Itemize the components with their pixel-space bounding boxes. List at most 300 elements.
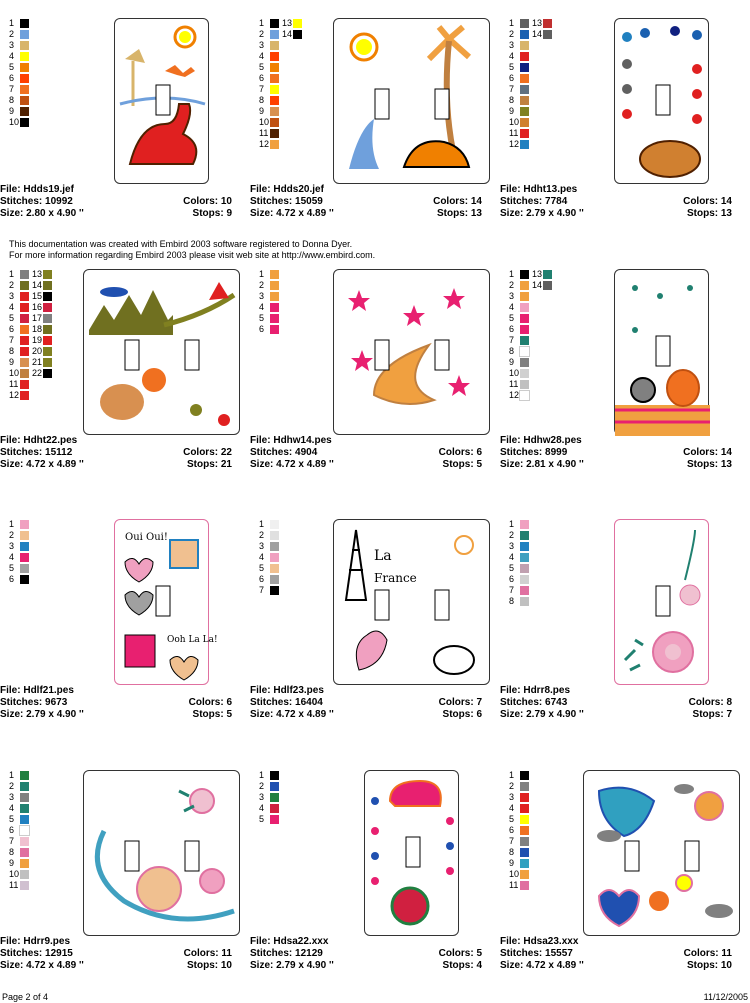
stop-count-label: Stops: [192,208,224,219]
stop-count-value: 13 [470,208,482,219]
palette-entry-number: 11 [259,128,269,138]
palette-entry [509,18,533,29]
thread-color-swatch [520,391,529,400]
thread-color-swatch [20,575,29,584]
palette-entry [282,18,306,29]
thread-color-swatch [270,793,279,802]
stitch-count-label: Stitches: [500,948,543,959]
thread-color-swatch [270,325,279,334]
thread-color-swatch [520,881,529,890]
design-info [250,435,482,471]
thread-color-swatch [20,369,29,378]
palette-entry-number: 1 [509,519,515,529]
thread-color-swatch [520,542,529,551]
palette-entry [9,29,33,40]
palette-entry-number: 7 [259,84,265,94]
palette-entry-number: 14 [32,280,43,290]
design-preview-single-switch [114,519,218,685]
stitch-count-label: Stitches: [0,697,43,708]
stitch-count-value: 9673 [45,697,68,708]
palette-entry [9,335,33,346]
palette-entry-number: 3 [509,40,515,50]
file-name-label: File: [250,435,271,446]
stitch-count-label: Stitches: [500,196,543,207]
design-preview-double-switch [333,269,490,435]
stop-count-stat [187,459,232,471]
info-row [250,459,482,471]
palette-column [509,770,533,891]
stitch-count-label: Stitches: [500,447,543,458]
palette-entry [9,379,33,390]
file-name-value: Hdrr9.pes [23,936,71,947]
palette-entry-number: 10 [509,117,520,127]
palette-entry-number: 10 [509,869,520,879]
palette-entry [32,324,56,335]
thread-color-swatch [43,336,52,345]
color-count-label: Colors: [183,447,219,458]
design-size-value: 2.79 x 4.90 '' [276,960,334,971]
design-info [0,685,232,721]
thread-color-swatch [20,270,29,279]
palette-entry [532,29,556,40]
color-count-stat [184,948,232,960]
palette-column [532,269,556,291]
palette-entry [509,357,533,368]
palette-entry [259,18,283,29]
file-name-value: Hdds19.jef [23,184,74,195]
design-info [0,435,232,471]
note-line-2: For more information regarding Embird 2003 please visit web site at http://www.embird.com. [9,250,376,260]
design-cell [0,18,240,243]
thread-color-swatch [520,870,529,879]
palette-entry-number: 11 [509,379,519,389]
palette-entry [259,29,283,40]
palette-entry-number: 5 [509,313,515,323]
file-name-label: File: [0,435,21,446]
palette-entry-number: 5 [259,62,265,72]
palette-entry-number: 5 [9,62,15,72]
file-name-label: File: [500,184,521,195]
thread-color-swatch [20,19,29,28]
color-count-value: 14 [720,196,732,207]
palette-entry [259,117,283,128]
design-size-value: 2.79 x 4.90 '' [26,709,84,720]
palette-column [259,770,283,825]
thread-color-swatch [520,848,529,857]
thread-color-swatch [43,358,52,367]
color-count-label: Colors: [683,196,719,207]
stop-count-label: Stops: [192,709,224,720]
color-count-value: 11 [721,948,732,959]
palette-entry [9,836,33,847]
file-name-label: File: [250,685,271,696]
palette-entry-number: 1 [9,519,15,529]
thread-color-swatch [520,815,529,824]
color-count-value: 10 [220,196,232,207]
palette-entry-number: 8 [259,95,265,105]
palette-entry [9,781,33,792]
thread-color-swatch [520,96,529,105]
info-row [500,208,732,220]
palette-entry-number: 3 [509,291,515,301]
thread-color-swatch [20,848,29,857]
palette-entry-number: 9 [259,106,265,116]
palette-entry [259,51,283,62]
palette-entry-number: 6 [259,73,265,83]
palette-entry-number: 7 [9,84,15,94]
palette-entry [509,106,533,117]
palette-entry [9,324,33,335]
palette-entry-number: 8 [509,95,515,105]
palette-entry-number: 3 [259,40,265,50]
thread-color-swatch [20,804,29,813]
palette-entry [9,880,33,891]
palette-entry [9,313,33,324]
thread-color-swatch [270,85,279,94]
thread-color-swatch [20,531,29,540]
palette-entry-number: 5 [259,563,265,573]
thread-color-swatch [270,63,279,72]
info-row [0,960,232,972]
thread-color-swatch [520,85,529,94]
palette-entry [509,836,533,847]
palette-entry-number: 2 [509,781,515,791]
info-row [500,948,732,960]
color-count-label: Colors: [433,196,469,207]
thread-color-swatch [520,30,529,39]
palette-entry [509,869,533,880]
design-size-label: Size: [250,960,274,971]
palette-column [32,269,56,379]
palette-entry [9,280,33,291]
palette-entry-number: 11 [9,379,19,389]
thread-color-swatch [270,30,279,39]
thread-color-swatch [270,118,279,127]
palette-entry-number: 6 [509,574,515,584]
design-info [250,184,482,220]
design-preview-double-switch [83,770,240,936]
palette-entry [259,269,283,280]
thread-color-swatch [520,325,529,334]
palette-entry-number: 12 [509,390,520,400]
design-info [500,184,732,220]
stitch-count-value: 6743 [545,697,568,708]
stitch-count-value: 12915 [45,948,73,959]
palette-entry [9,390,33,401]
stop-count-value: 9 [226,208,232,219]
palette-entry-number: 15 [32,291,43,301]
thread-color-swatch [20,96,29,105]
design-size-value: 4.72 x 4.89 '' [276,459,334,470]
thread-color-swatch [20,118,29,127]
thread-color-swatch [270,270,279,279]
file-name-value: Hdht13.pes [523,184,578,195]
thread-color-swatch [520,782,529,791]
thread-color-swatch [270,96,279,105]
design-cell [500,519,740,744]
palette-entry [509,368,533,379]
palette-entry-number: 3 [509,541,515,551]
palette-entry [9,51,33,62]
palette-column [9,519,33,585]
stitch-count-value: 16404 [295,697,323,708]
palette-entry-number: 10 [9,869,20,879]
palette-entry [282,29,306,40]
stitch-count-label: Stitches: [0,447,43,458]
design-preview-single-switch [614,18,709,184]
file-name-label: File: [500,685,521,696]
stitch-count-value: 15557 [545,948,573,959]
palette-entry-number: 20 [32,346,43,356]
palette-entry-number: 1 [9,770,15,780]
palette-column [509,18,533,150]
design-size-label: Size: [0,960,24,971]
thread-color-swatch [520,281,529,290]
palette-entry-number: 4 [9,803,15,813]
design-size-value: 4.72 x 4.89 '' [276,208,334,219]
stitch-count-value: 4904 [295,447,318,458]
thread-color-swatch [20,303,29,312]
palette-entry [9,302,33,313]
thread-color-swatch [20,325,29,334]
palette-entry-number: 5 [9,563,15,573]
palette-entry-number: 19 [32,335,43,345]
color-count-stat [439,948,482,960]
design-size-label: Size: [250,709,274,720]
thread-color-swatch [20,782,29,791]
stop-count-stat [687,960,732,972]
palette-entry-number: 6 [509,825,515,835]
stop-count-stat [193,208,232,220]
palette-entry-number: 2 [509,530,515,540]
thread-color-swatch [20,107,29,116]
palette-entry-number: 4 [9,51,15,61]
thread-color-swatch [520,314,529,323]
design-preview-single-switch [614,269,709,435]
palette-entry [259,128,283,139]
palette-entry [509,346,533,357]
thread-color-swatch [520,19,529,28]
stitch-count-value: 15059 [295,196,323,207]
info-row [0,184,232,196]
palette-entry-number: 2 [259,530,265,540]
color-count-value: 14 [720,447,732,458]
palette-entry [9,291,33,302]
page-number: Page 2 of 4 [2,992,49,1002]
stitch-count-label: Stitches: [250,196,293,207]
palette-entry-number: 14 [532,280,543,290]
palette-entry-number: 3 [259,291,265,301]
thread-color-swatch [520,804,529,813]
palette-column [9,18,33,128]
palette-entry [509,390,533,401]
palette-entry-number: 5 [259,814,265,824]
info-row [0,685,232,697]
info-row [500,709,732,721]
palette-entry [259,770,283,781]
palette-entry [9,117,33,128]
stitch-count-value: 12129 [295,948,323,959]
palette-entry-number: 13 [282,18,293,28]
palette-entry-number: 6 [259,324,265,334]
palette-entry-number: 6 [9,825,15,835]
palette-entry [509,379,533,390]
palette-entry-number: 5 [509,62,515,72]
file-name-label: File: [500,435,521,446]
palette-entry [259,574,283,585]
design-cell [500,18,740,243]
palette-entry [9,792,33,803]
palette-entry [9,770,33,781]
palette-entry [259,585,283,596]
palette-entry-number: 8 [509,346,515,356]
color-count-stat [439,697,482,709]
thread-color-swatch [520,336,529,345]
palette-entry [509,541,533,552]
info-row [0,208,232,220]
design-preview-double-switch [333,18,490,184]
palette-entry [509,84,533,95]
file-name-label: File: [0,685,21,696]
thread-color-swatch [43,270,52,279]
info-row [250,685,482,697]
thread-color-swatch [520,564,529,573]
svg-text:La: La [374,548,392,564]
palette-entry [9,858,33,869]
palette-entry [259,541,283,552]
color-count-value: 11 [221,948,232,959]
design-size-label: Size: [250,459,274,470]
palette-entry-number: 5 [9,814,15,824]
design-size-label: Size: [500,208,524,219]
thread-color-swatch [270,553,279,562]
info-row [250,435,482,447]
thread-color-swatch [293,30,302,39]
color-count-value: 7 [476,697,482,708]
thread-color-swatch [520,520,529,529]
thread-color-swatch [270,41,279,50]
print-date: 11/12/2005 [703,992,748,1002]
palette-entry-number: 18 [32,324,43,334]
file-name-value: Hdlf23.pes [273,685,324,696]
design-cell [0,269,240,494]
palette-entry-number: 11 [9,880,19,890]
palette-entry [509,139,533,150]
color-count-label: Colors: [438,697,474,708]
thread-color-swatch [520,347,529,356]
thread-color-swatch [520,837,529,846]
thread-color-swatch [520,41,529,50]
thread-color-swatch [20,281,29,290]
color-count-stat [183,447,232,459]
thread-color-swatch [270,292,279,301]
palette-column [259,18,283,150]
palette-entry [259,792,283,803]
color-count-stat [189,697,232,709]
thread-color-swatch [20,815,29,824]
palette-column [282,18,306,40]
palette-entry-number: 1 [259,18,265,28]
info-row [250,196,482,208]
palette-column [9,269,33,401]
palette-entry [32,280,56,291]
thread-color-swatch [43,281,52,290]
thread-color-swatch [20,314,29,323]
design-cell [500,770,740,995]
palette-entry [32,313,56,324]
stop-count-stat [687,208,732,220]
thread-color-swatch [520,118,529,127]
info-row [0,936,232,948]
palette-entry [509,552,533,563]
design-info [0,184,232,220]
palette-entry [9,62,33,73]
palette-entry [259,530,283,541]
thread-color-swatch [270,804,279,813]
palette-entry-number: 9 [509,858,515,868]
color-count-value: 6 [476,447,482,458]
palette-entry-number: 6 [509,324,515,334]
thread-color-swatch [520,771,529,780]
palette-entry-number: 4 [259,803,265,813]
stop-count-label: Stops: [442,459,474,470]
palette-entry [509,847,533,858]
thread-color-swatch [20,542,29,551]
info-row [0,697,232,709]
color-count-stat [183,196,232,208]
palette-entry [509,95,533,106]
palette-entry [9,73,33,84]
thread-color-swatch [520,303,529,312]
design-size-value: 2.81 x 4.90 '' [526,459,584,470]
color-count-value: 22 [220,447,232,458]
palette-entry-number: 7 [259,585,265,595]
thread-color-swatch [520,826,529,835]
palette-entry-number: 4 [509,302,515,312]
stop-count-value: 13 [720,208,732,219]
thread-color-swatch [520,575,529,584]
design-size-label: Size: [500,459,524,470]
file-name-label: File: [250,936,271,947]
stop-count-label: Stops: [442,709,474,720]
palette-entry [509,51,533,62]
design-size-value: 4.72 x 4.89 '' [26,960,84,971]
thread-color-swatch [520,586,529,595]
palette-entry [532,18,556,29]
palette-entry [259,95,283,106]
color-count-value: 5 [476,948,482,959]
palette-entry [509,280,533,291]
info-row [500,196,732,208]
palette-entry-number: 11 [509,880,519,890]
thread-color-swatch [270,771,279,780]
palette-entry [32,269,56,280]
color-count-stat [433,196,482,208]
thread-color-swatch [20,41,29,50]
palette-entry-number: 8 [9,95,15,105]
palette-entry-number: 3 [9,792,15,802]
palette-entry [509,335,533,346]
design-size-value: 4.72 x 4.89 '' [276,709,334,720]
thread-color-swatch [20,837,29,846]
palette-column [509,519,533,607]
palette-entry-number: 5 [509,563,515,573]
thread-color-swatch [20,52,29,61]
palette-entry-number: 2 [259,280,265,290]
palette-entry-number: 2 [509,29,515,39]
stop-count-stat [687,459,732,471]
palette-entry-number: 14 [532,29,543,39]
